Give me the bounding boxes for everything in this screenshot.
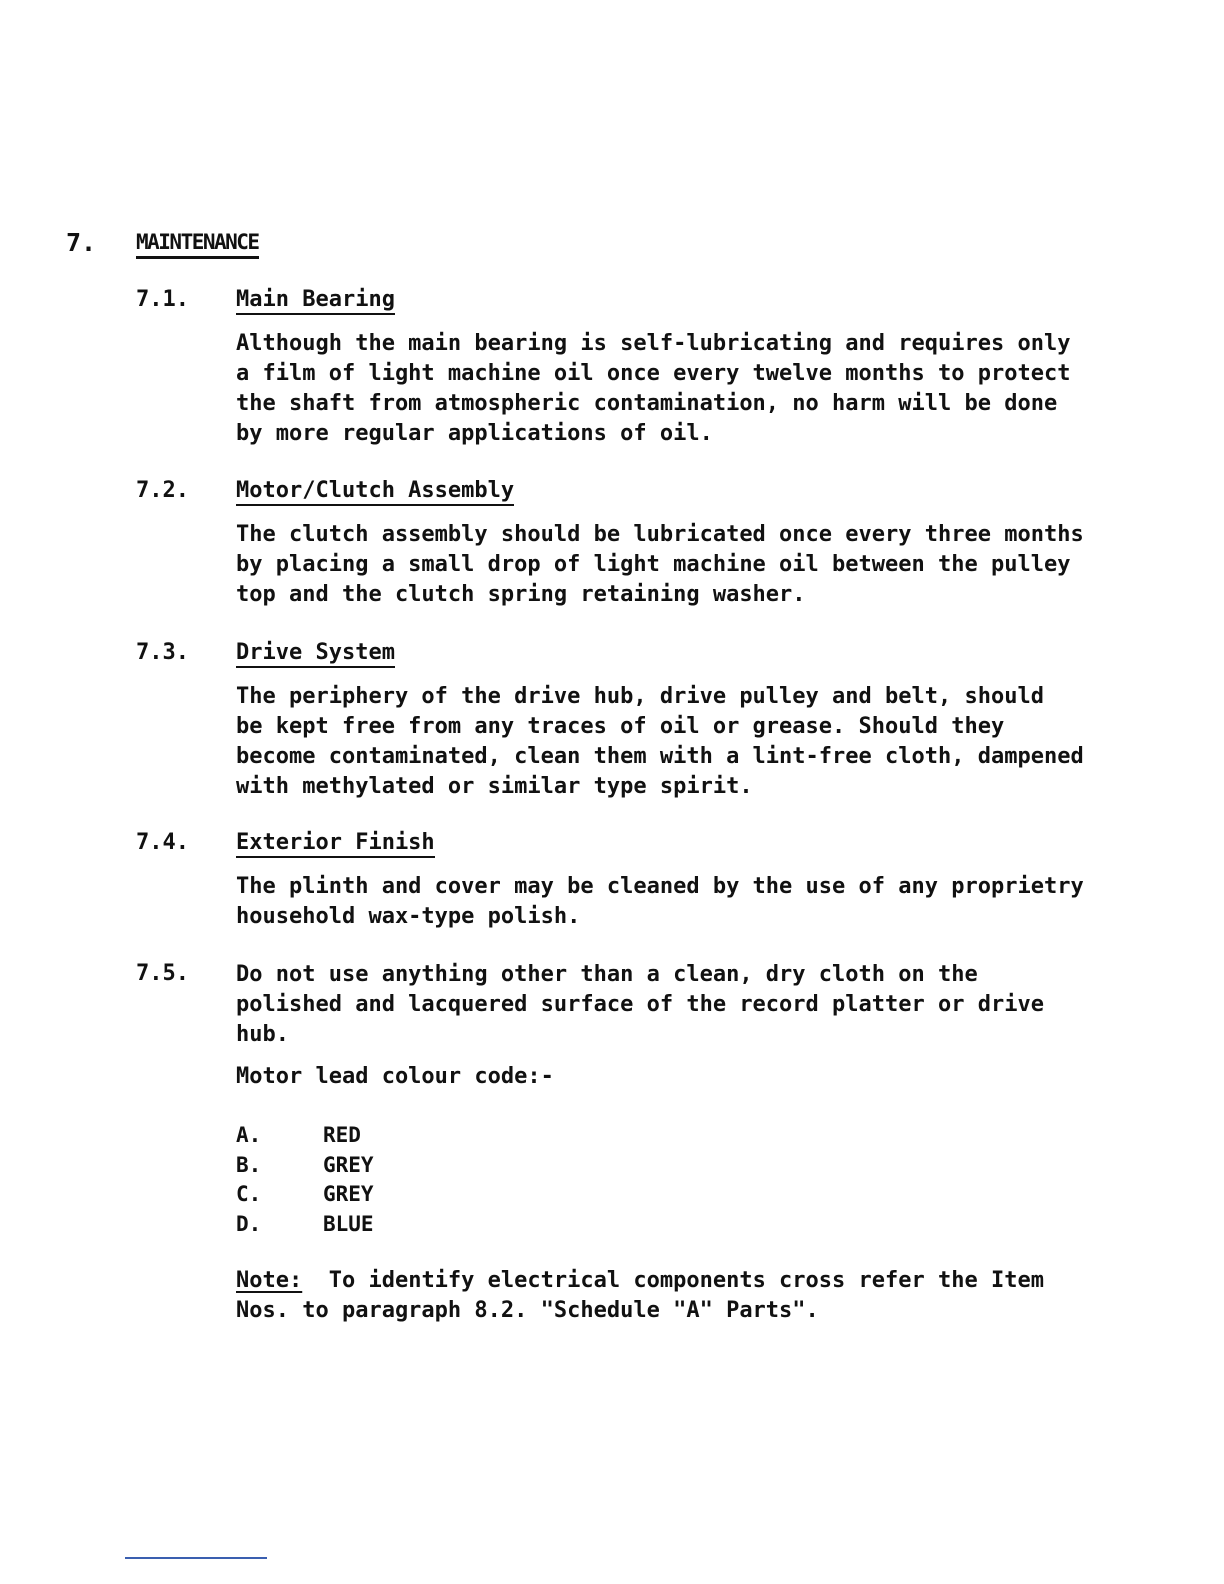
note-text-2: Nos. to paragraph 8.2. "Schedule "A" Parts". bbox=[236, 1298, 819, 1323]
paragraph-main-bearing bbox=[236, 329, 1166, 449]
paragraph-motor-clutch bbox=[236, 520, 1166, 610]
subsection-number-7-3: 7.3. bbox=[136, 640, 189, 665]
paragraph-line: become contaminated, clean them with a lint-free cloth, dampened bbox=[236, 744, 1084, 769]
paragraph-line: The periphery of the drive hub, drive pulley and belt, should bbox=[236, 684, 1044, 709]
subsection-number-7-2: 7.2. bbox=[136, 478, 189, 503]
subsection-title-main-bearing: Main Bearing bbox=[236, 287, 395, 315]
subsection-number-7-1: 7.1. bbox=[136, 287, 189, 312]
paragraph-line: the shaft from atmospheric contamination, no harm will be done bbox=[236, 391, 1058, 416]
lead-colour: GREY bbox=[323, 1152, 374, 1177]
paragraph-line: a film of light machine oil once every twelve months to protect bbox=[236, 361, 1071, 386]
section-number: 7. bbox=[66, 228, 97, 257]
lead-letter: B. bbox=[236, 1152, 262, 1177]
note-line-1 bbox=[236, 1266, 1166, 1296]
motor-lead-item bbox=[236, 1121, 374, 1151]
paragraph-line: top and the clutch spring retaining washer. bbox=[236, 582, 806, 607]
motor-lead-item bbox=[236, 1210, 374, 1240]
note-label: Note: bbox=[236, 1268, 303, 1293]
subsection-number-7-4: 7.4. bbox=[136, 830, 189, 855]
subsection-title-drive-system: Drive System bbox=[236, 640, 395, 668]
lead-letter: C. bbox=[236, 1182, 262, 1206]
lead-letter: D. bbox=[236, 1211, 262, 1236]
paragraph-line: Do not use anything other than a clean, dry cloth on the bbox=[236, 962, 978, 987]
paragraph-line: household wax-type polish. bbox=[236, 904, 581, 929]
paragraph-line: with methylated or similar type spirit. bbox=[236, 774, 753, 799]
motor-lead-list bbox=[236, 1121, 374, 1239]
section-title: MAINTENANCE bbox=[136, 230, 259, 259]
note-block bbox=[236, 1266, 1166, 1326]
subsection-number-7-5: 7.5. bbox=[136, 961, 189, 986]
lead-letter: A. bbox=[236, 1123, 262, 1147]
lead-colour: GREY bbox=[323, 1182, 374, 1206]
paragraph-line: The plinth and cover may be cleaned by the use of any proprietry bbox=[236, 874, 1084, 899]
motor-lead-item bbox=[236, 1180, 374, 1210]
paragraph-line: be kept free from any traces of oil or grease. Should they bbox=[236, 714, 1005, 739]
paragraph-exterior-finish bbox=[236, 872, 1166, 932]
paragraph-line: polished and lacquered surface of the record platter or drive bbox=[236, 992, 1044, 1017]
paragraph-line: by more regular applications of oil. bbox=[236, 421, 713, 446]
paragraph-line: hub. bbox=[236, 1022, 289, 1047]
paragraph-line: Although the main bearing is self-lubricating and requires only bbox=[236, 331, 1071, 356]
subsection-title-exterior-finish: Exterior Finish bbox=[236, 830, 435, 858]
note-text-1: To identify electrical components cross refer the Item bbox=[302, 1268, 1044, 1293]
footer-rule bbox=[125, 1557, 267, 1559]
lead-colour: BLUE bbox=[323, 1211, 374, 1236]
paragraph-line: The clutch assembly should be lubricated once every three months bbox=[236, 522, 1084, 547]
motor-lead-item bbox=[236, 1151, 374, 1181]
lead-colour: RED bbox=[323, 1123, 361, 1147]
paragraph-line: by placing a small drop of light machine oil between the pulley bbox=[236, 552, 1071, 577]
paragraph-drive-system bbox=[236, 682, 1166, 802]
subsection-title-motor-clutch: Motor/Clutch Assembly bbox=[236, 478, 514, 506]
paragraph-platter-care bbox=[236, 960, 1166, 1050]
motor-lead-heading-text: Motor lead colour code:- bbox=[236, 1064, 554, 1089]
motor-lead-heading bbox=[236, 1062, 1166, 1092]
